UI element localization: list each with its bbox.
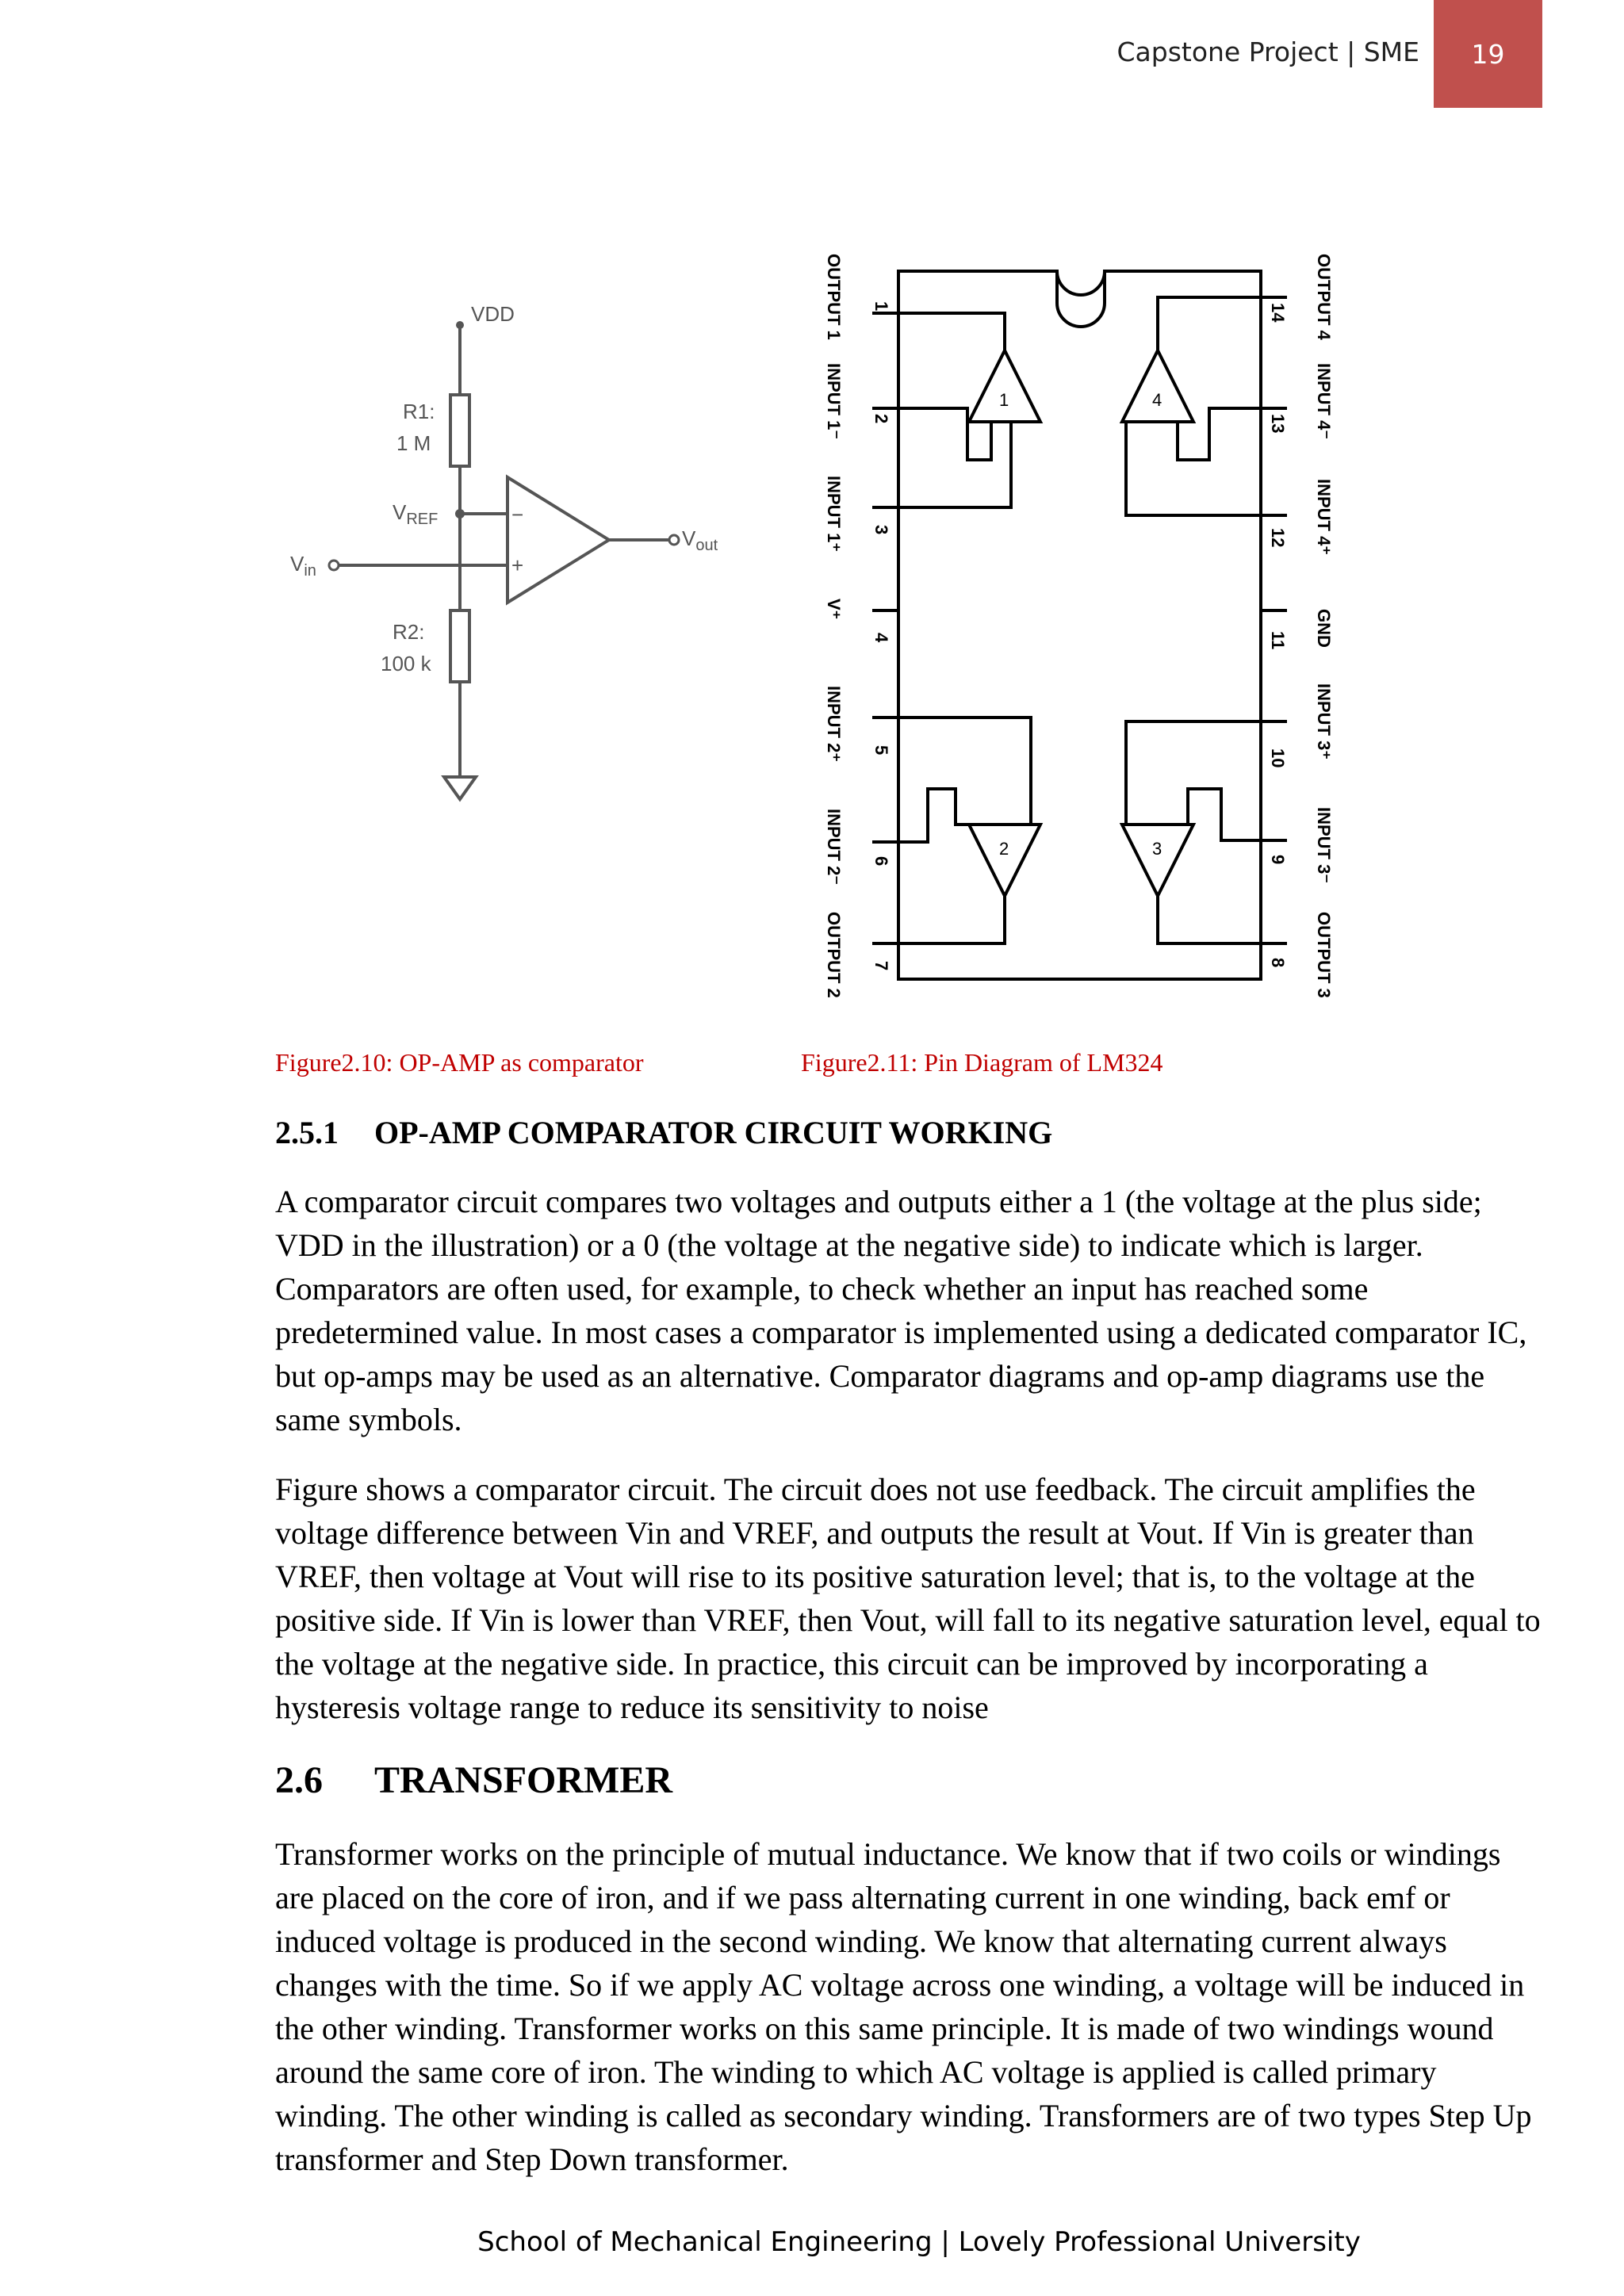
section-number: 2.6 — [275, 1759, 323, 1801]
minus-input-sign: − — [511, 503, 524, 526]
r1-value-label: 1 M — [396, 431, 431, 455]
section-heading-2-6 — [275, 1758, 672, 1802]
pin7-number: 7 — [871, 961, 891, 971]
section-heading-2-5-1 — [275, 1114, 1052, 1151]
pin6-label: INPUT 2⁻ — [824, 809, 844, 885]
pin12-label: INPUT 4⁺ — [1314, 479, 1334, 555]
vin-terminal — [329, 561, 339, 570]
page-number: 19 — [1471, 38, 1505, 70]
pin10-number: 10 — [1268, 748, 1288, 768]
section-number: 2.5.1 — [275, 1115, 339, 1150]
pin4-label: V⁺ — [824, 599, 844, 620]
paragraph-comparator-working: Figure shows a comparator circuit. The circuit does not use feedback. The circuit amplifies the voltage difference between Vin and VREF, and outputs the result at Vout. If Vin is greater than VREF, then voltage at Vout will rise to its positive saturation level; that is, to the voltage at the positive side. If Vin is lower than VREF, then Vout, will fall to its negative saturation level, equal to the voltage at the negative side. In practice, this circuit can be improved by incorporating a hysteresis voltage range to reduce its sensitivity to noise — [275, 1471, 1541, 1725]
vdd-label: VDD — [471, 302, 515, 326]
section-title: TRANSFORMER — [374, 1759, 673, 1801]
plus-input-sign: + — [511, 553, 524, 577]
pin5-label: INPUT 2⁺ — [824, 686, 844, 762]
pin6-number: 6 — [871, 856, 891, 867]
vin-label: $V_{in}$ — [290, 552, 316, 580]
pin3-number: 3 — [871, 525, 891, 535]
pin5-number: 5 — [871, 745, 891, 756]
pin11-label: GND — [1314, 609, 1334, 648]
amp1-number: 1 — [999, 390, 1009, 410]
pin8-number: 8 — [1268, 958, 1288, 968]
vout-terminal — [669, 535, 679, 545]
page-number-badge — [1434, 0, 1542, 108]
vref-label: $V_{REF}$ — [393, 500, 439, 528]
pin14-number: 14 — [1268, 303, 1288, 323]
pin2-label: INPUT 1⁻ — [824, 363, 844, 439]
amp2-number: 2 — [999, 839, 1009, 859]
figure-2-11-caption: Figure2.11: Pin Diagram of LM324 — [801, 1048, 1163, 1077]
vout-label: $V_{out}$ — [682, 526, 718, 554]
r2-value-label: 100 k — [381, 652, 431, 675]
lm324-pin-diagram — [809, 238, 1348, 1015]
pin1-label: OUTPUT 1 — [824, 254, 844, 340]
pin10-label: INPUT 3⁺ — [1314, 683, 1334, 760]
footer-university: Lovely Professional University — [958, 2226, 1361, 2258]
pin3-label: INPUT 1⁺ — [824, 476, 844, 552]
pin12-number: 12 — [1268, 528, 1288, 548]
pin2-number: 2 — [871, 414, 891, 424]
pin14-label: OUTPUT 4 — [1314, 254, 1334, 340]
r1-name-label: R1: — [403, 400, 435, 423]
comparator-circuit-figure — [278, 293, 753, 817]
pin1-number: 1 — [871, 301, 891, 312]
footer-separator: | — [940, 2226, 959, 2258]
pin9-number: 9 — [1268, 855, 1288, 865]
amp3-number: 3 — [1152, 839, 1162, 859]
pin13-label: INPUT 4⁻ — [1314, 363, 1334, 439]
pin9-label: INPUT 3⁻ — [1314, 807, 1334, 883]
header-title: Capstone Project | SME — [1116, 36, 1419, 67]
pin7-label: OUTPUT 2 — [824, 912, 844, 998]
pin13-number: 13 — [1268, 414, 1288, 434]
vref-node — [455, 509, 465, 519]
figure-2-10-caption: Figure2.10: OP-AMP as comparator — [275, 1048, 644, 1077]
section-title: OP-AMP COMPARATOR CIRCUIT WORKING — [374, 1115, 1053, 1150]
footer-school: School of Mechanical Engineering — [477, 2226, 933, 2258]
pin11-number: 11 — [1268, 631, 1288, 650]
page-footer — [0, 2226, 1624, 2258]
pin8-label: OUTPUT 3 — [1314, 912, 1334, 998]
pin4-number: 4 — [871, 633, 891, 643]
r2-name-label: R2: — [393, 620, 425, 644]
vdd-node — [456, 321, 464, 329]
paragraph-transformer: Transformer works on the principle of mutual inductance. We know that if two coils or windings are placed on the core of iron, and if we pass alternating current in one winding, back emf or induced voltage is produced in the second winding. We know that alternating current always changes with the time. So if we apply AC voltage across one winding, a voltage will be induced in the other winding. Transformer works on this same principle. It is made of two windings wound around the same core of iron. The winding to which AC voltage is applied is called primary winding. The other winding is called as secondary winding. Transformers are of two types Step Up transformer and Step Down transformer. — [275, 1836, 1532, 2177]
amp4-number: 4 — [1152, 390, 1162, 410]
paragraph-comparator-intro: A comparator circuit compares two voltages and outputs either a 1 (the voltage at the plus side; VDD in the illustration) or a 0 (the voltage at the negative side) to indicate which is larger. Comparators are often used, for example, to check whether an input has reached some predetermined value. In most cases a comparator is implemented using a dedicated comparator IC, but op-amps may be used as an alternative. Comparator diagrams and op-amp diagrams use the same symbols. — [275, 1184, 1527, 1437]
